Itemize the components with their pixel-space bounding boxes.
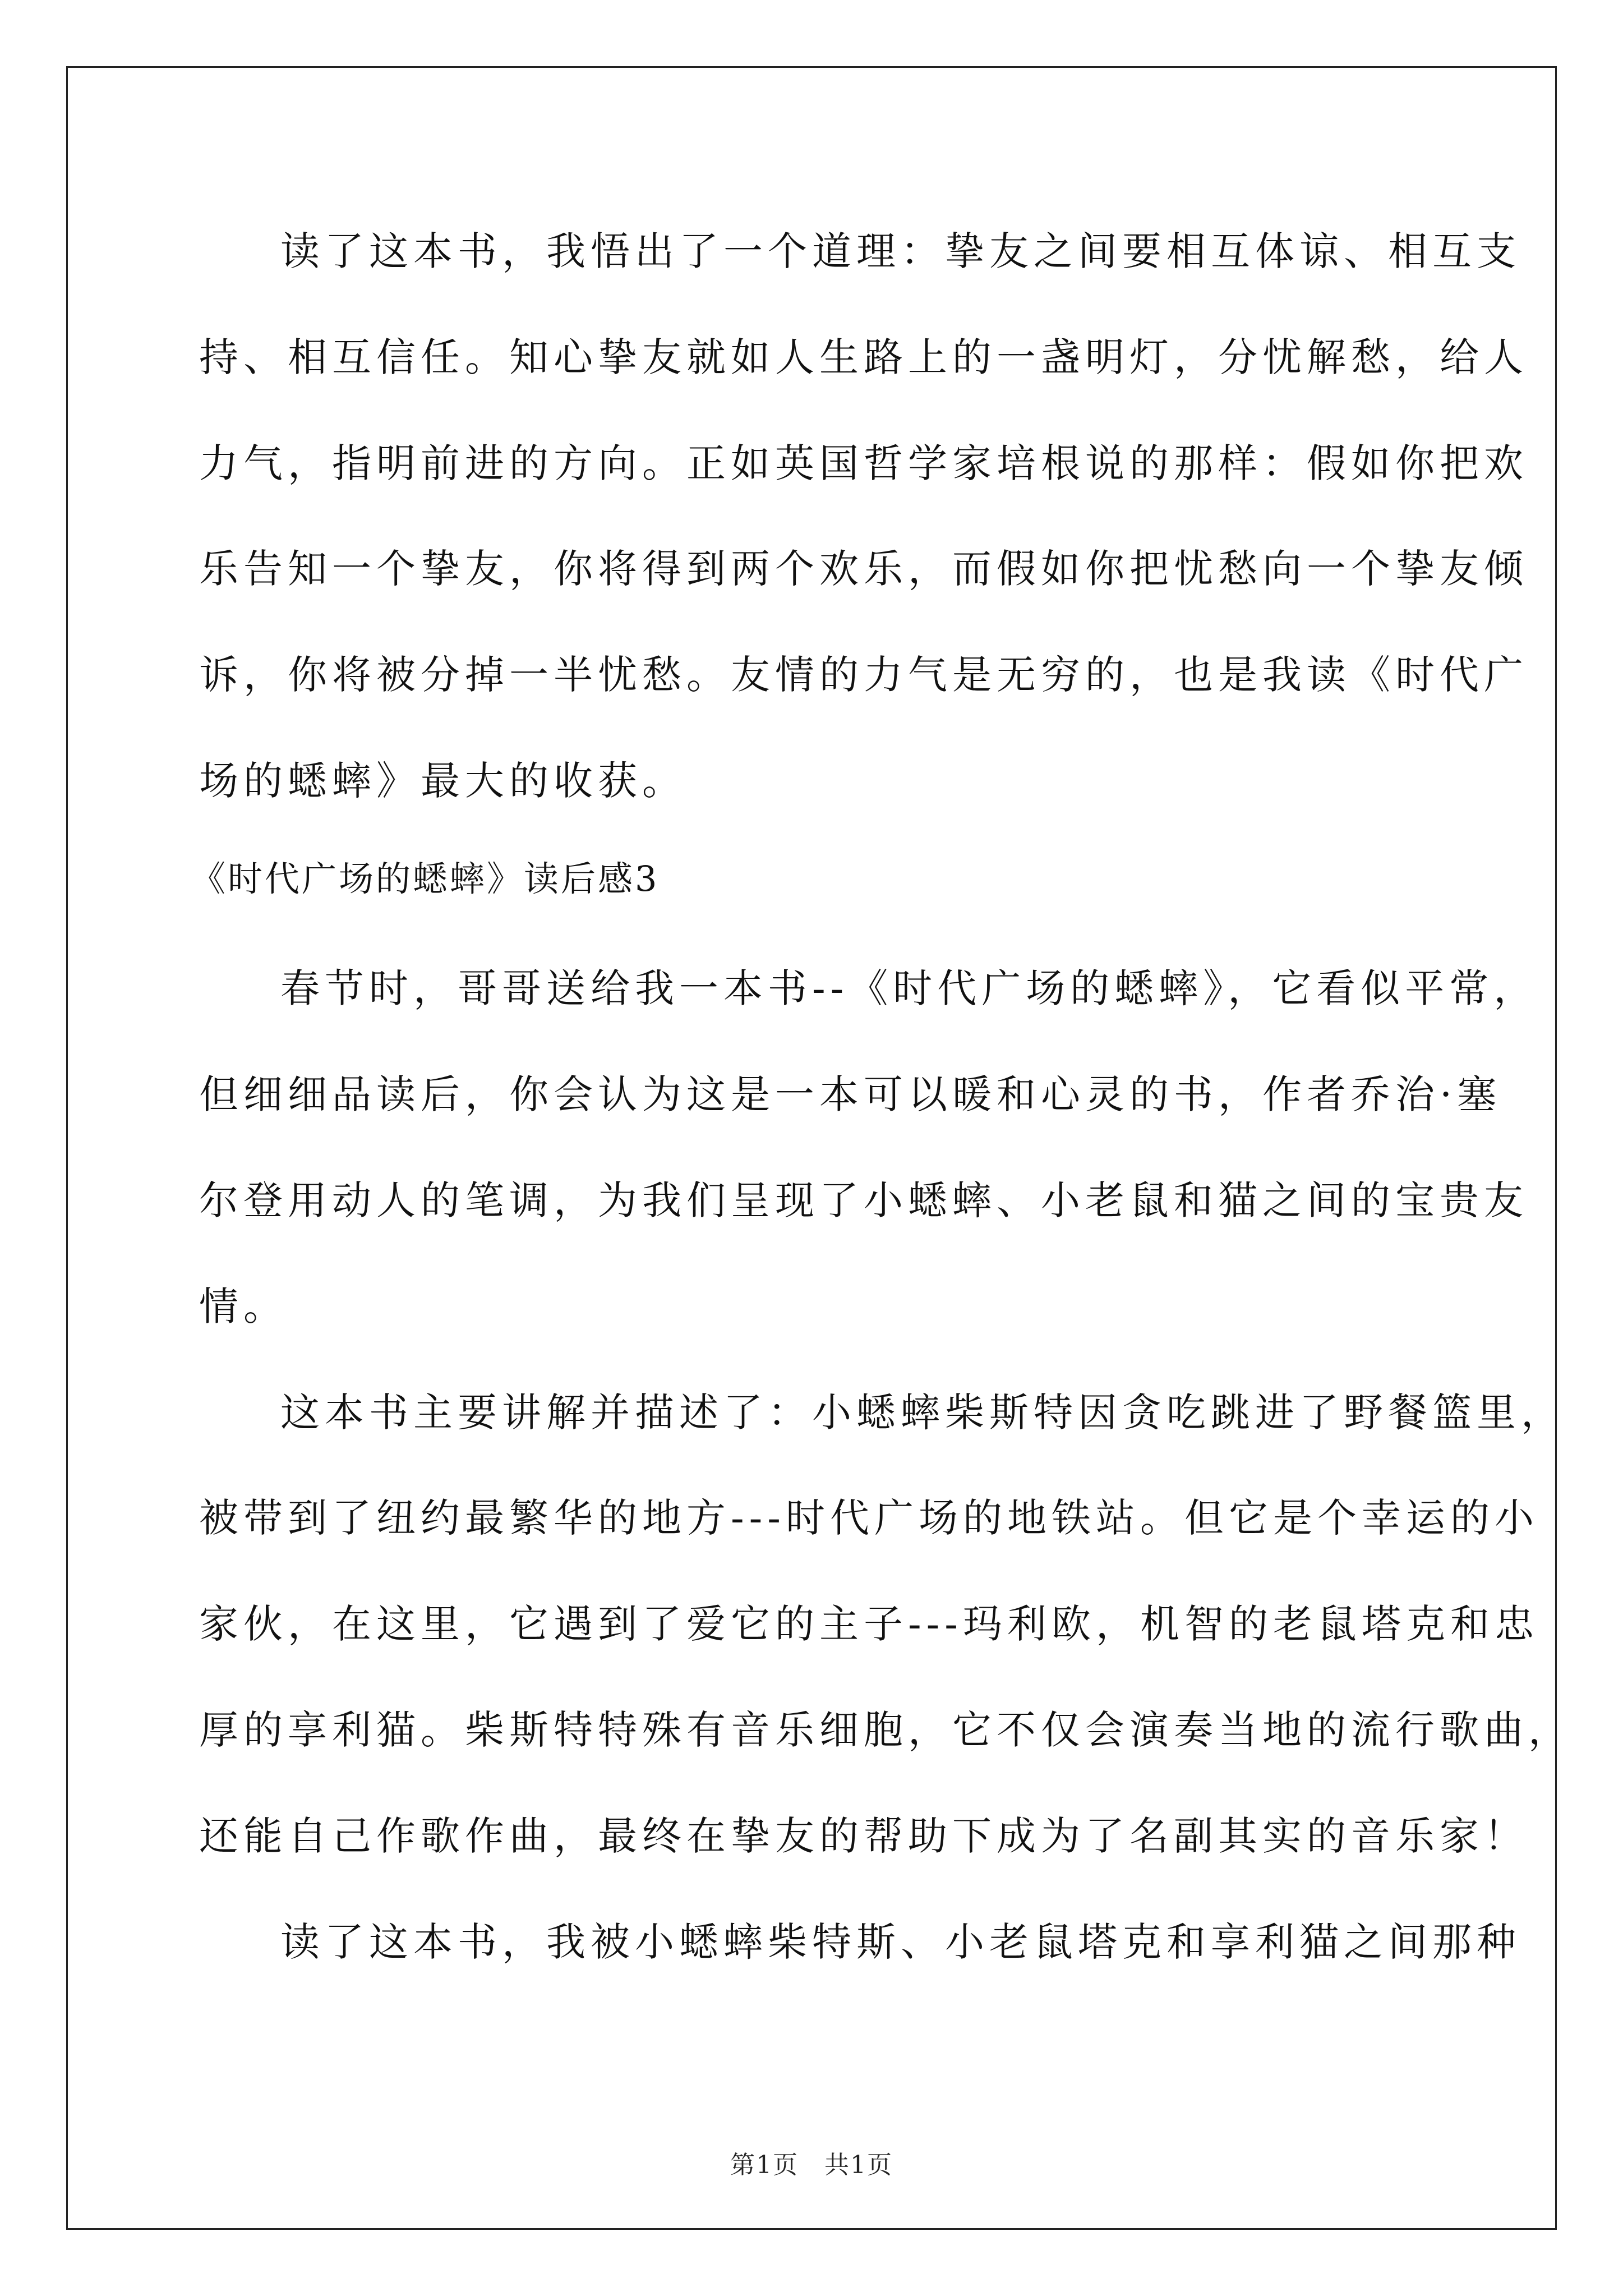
page-border — [66, 66, 1557, 2230]
paragraph-line: 这本书主要讲解并描述了：小蟋蟀柴斯特因贪吃跳进了野餐篮里， — [280, 1389, 1565, 1435]
paragraph-line: 持、相互信任。知心挚友就如人生路上的一盏明灯，分忧解愁，给人 — [199, 334, 1528, 380]
page-number: 第1页 共1页 — [730, 2151, 893, 2179]
paragraph-line: 情。 — [199, 1283, 288, 1329]
paragraph-line: 力气，指明前进的方向。正如英国哲学家培根说的那样：假如你把欢 — [199, 440, 1528, 486]
paragraph-line: 厚的享利猫。柴斯特特殊有音乐细胞，它不仅会演奏当地的流行歌曲， — [199, 1707, 1573, 1753]
paragraph-line: 尔登用动人的笔调，为我们呈现了小蟋蟀、小老鼠和猫之间的宝贵友 — [199, 1177, 1528, 1223]
paragraph-line: 被带到了纽约最繁华的地方---时代广场的地铁站。但它是个幸运的小 — [199, 1495, 1539, 1541]
paragraph-line: 但细细品读后，你会认为这是一本可以暖和心灵的书，作者乔治·塞 — [199, 1071, 1502, 1117]
paragraph-line: 家伙，在这里，它遇到了爱它的主子---玛利欧，机智的老鼠塔克和忠 — [199, 1601, 1539, 1647]
paragraph-line: 读了这本书，我被小蟋蟀柴特斯、小老鼠塔克和享利猫之间那种 — [280, 1919, 1521, 1965]
paragraph-line: 场的蟋蟀》最大的收获。 — [199, 758, 686, 804]
paragraph-line: 诉，你将被分掉一半忧愁。友情的力气是无穷的，也是我读《时代广 — [199, 652, 1528, 698]
paragraph-line: 读了这本书，我悟出了一个道理：挚友之间要相互体谅、相互支 — [280, 228, 1521, 274]
section-heading: 《时代广场的蟋蟀》读后感3 — [191, 858, 660, 899]
paragraph-line: 春节时，哥哥送给我一本书--《时代广场的蟋蟀》，它看似平常， — [280, 965, 1538, 1011]
paragraph-line: 乐告知一个挚友，你将得到两个欢乐，而假如你把忧愁向一个挚友倾 — [199, 546, 1528, 592]
paragraph-line: 还能自己作歌作曲，最终在挚友的帮助下成为了名副其实的音乐家！ — [199, 1813, 1528, 1859]
